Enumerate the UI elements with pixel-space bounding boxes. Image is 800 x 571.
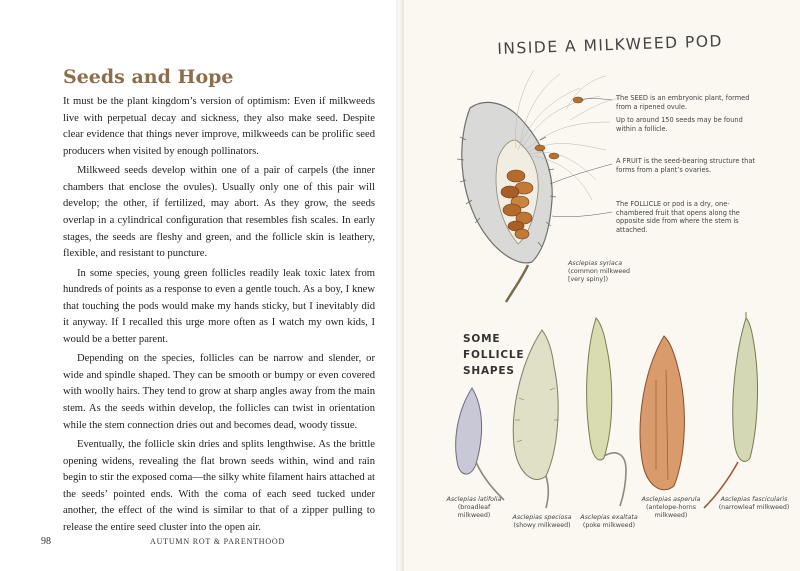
follicle-shapes-title: SOME FOLLICLE SHAPES xyxy=(463,333,525,377)
pod-stem xyxy=(506,265,528,302)
seed-count-note: Up to around 150 seeds may be found within a follicle. xyxy=(616,116,743,133)
floating-seed xyxy=(573,97,583,103)
species-label-fascicularis: Asclepias fascicularis (narrowleaf milkweed) xyxy=(718,496,790,512)
paragraph: Depending on the species, follicles can be narrow and slender, or wide and spindle shaped. They can be smooth or bumpy or even covered with woolly hairs. They tend to grow at sharp angles away from the main stem. As the seeds within develop, the follicles can twist in orientation while the stem connection dries out and becomes dead, woody tissue. xyxy=(63,353,375,431)
floating-seed xyxy=(549,153,559,159)
fruit-note: A FRUIT is the seed-bearing structure that forms from a plant’s ovaries. xyxy=(616,157,755,174)
follicle-latifolia xyxy=(456,388,504,500)
book-gutter xyxy=(396,0,404,571)
right-page xyxy=(400,0,800,571)
follicle-exaltata xyxy=(587,318,626,506)
illustration-title: INSIDE A MILKWEED POD xyxy=(497,32,724,58)
body-text xyxy=(63,94,375,539)
paragraph: Eventually, the follicle skin dries and splits lengthwise. As the brittle opening widens, revealing the flat brown seeds within, wind and rain begin to stir the exposed coma—the silky white filament hairs attached at the seeds’ pointed ends. With the coma of each seed tucked under another, the effect of the wind is similar to that of a zipper pulling to release the entire seed cluster into the open air. xyxy=(63,439,375,534)
paragraph: Milkweed seeds develop within one of a pair of carpels (the inner chambers that enclose the ovules). Usually only one of this pair will develop; the other, if fertilized, may abort. As they grow, the seeds overlap in a cylindrical configuration that resembles fish scales. In early stages, the seeds are fleshy and green, and the follicle skin is leathery, flexible, and resistant to puncture. xyxy=(63,165,375,260)
species-label-exaltata: Asclepias exaltata (poke milkweed) xyxy=(580,514,638,530)
paragraph: In some species, young green follicles readily leak toxic latex from hundreds of points as a response to even a gentle touch. As a boy, I knew that touching the pods would make my hands sticky, but I inevitably did it anyway. If I recalled this urge more often as I watch my own kids, I would be a better parent. xyxy=(63,267,375,345)
milkweed-pod-illustration xyxy=(400,0,800,571)
floating-seed xyxy=(535,145,545,151)
page-number: 98 xyxy=(41,536,51,547)
follicle-fascicularis xyxy=(704,312,757,508)
follicle-asperula xyxy=(640,336,684,490)
main-species-label: Asclepias syriaca (common milkweed [very spiny]) xyxy=(568,260,631,284)
seed-note: The SEED is an embryonic plant, formed from a ripened ovule. xyxy=(616,94,750,111)
pointer-lines xyxy=(550,99,612,217)
species-label-speciosa: Asclepias speciosa (showy milkweed) xyxy=(512,514,572,530)
section-heading: Seeds and Hope xyxy=(63,66,234,88)
running-title: AUTUMN ROT & PARENTHOOD xyxy=(150,537,286,546)
follicle-note: The FOLLICLE or pod is a dry, one-chambered fruit that opens along the opposite side from where the stem is attached. xyxy=(616,200,740,234)
paragraph: It must be the plant kingdom’s version of optimism: Even if milkweeds live with perpetual decay and sickness, they also make seed. Despite clear evidence that things never improve, milkweeds can be prolific seed producers when visited by enough pollinators. xyxy=(63,96,375,157)
species-label-latifolia: Asclepias latifolia (broadleaf milkweed) xyxy=(446,496,502,520)
species-label-asperula: Asclepias asperula (antelope-horns milkweed) xyxy=(641,496,701,520)
